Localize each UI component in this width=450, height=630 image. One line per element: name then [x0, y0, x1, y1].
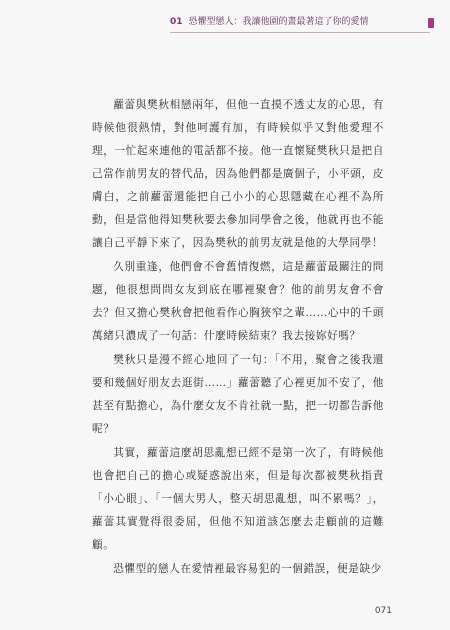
running-header	[170, 14, 430, 33]
chapter-title: 恐懼型戀人：我讓他園的畫最著這了你的愛情	[188, 17, 369, 27]
chapter-number: 01	[170, 17, 183, 27]
body-text	[92, 94, 384, 582]
paragraph: 樊秋只是漫不經心地回了一句：「不用，聚會之後我還要和幾個好朋友去逛街……」蘿蕾聽了心裡更加不安了，他甚至有點擔心，為什麼女友不肯社就一點，把一切都告訴他呢？	[92, 354, 384, 435]
header-accent-mark	[428, 18, 434, 28]
page-number: 071	[374, 606, 392, 616]
paragraph: 其實，蘿蕾這麼胡思亂想已經不是第一次了，有時候他也會把自己的擔心或疑惑說出來，但是每次都被樊秋指責「小心眼」、「一個大男人，整天胡思亂想，叫不累嗎？」，蘿蕾其實覺得很委屈，但他不知道該怎麼去走顧前的這難顧。	[92, 447, 384, 551]
paragraph: 恐懼型的戀人在愛情裡最容易犯的一個錯誤，便是缺少	[113, 563, 382, 575]
paragraph: 蘿蕾與樊秋相戀兩年，但他一直摸不透丈友的心思，有時候他很熱情，對他呵護有加，有時候似乎又對他愛理不理，一忙起來連他的電話都不接。他一直懷疑樊秋只是把自己當作前男友的替代品，因為他們都是廣個子，小平頭，皮膚白，之前蘿蕾還能把自己小小的心思隱藏在心裡不為所動，但是當他得知樊秋要去參加同學會之後，他就再也不能讓自己平靜下來了，因為樊秋的前男友就是他的大學同學！	[92, 99, 384, 249]
paragraph: 久別重逢，他們會不會舊情復燃，這是蘿蕾最關注的問題，他很想問問女友到底在哪裡聚會？他的前男友會不會去？但又擔心樊秋會把他看作心胸狹窄之輩……心中的千頭萬緒只濃成了一句話：什麼時候結束？我去接妳好嗎？	[92, 261, 384, 342]
